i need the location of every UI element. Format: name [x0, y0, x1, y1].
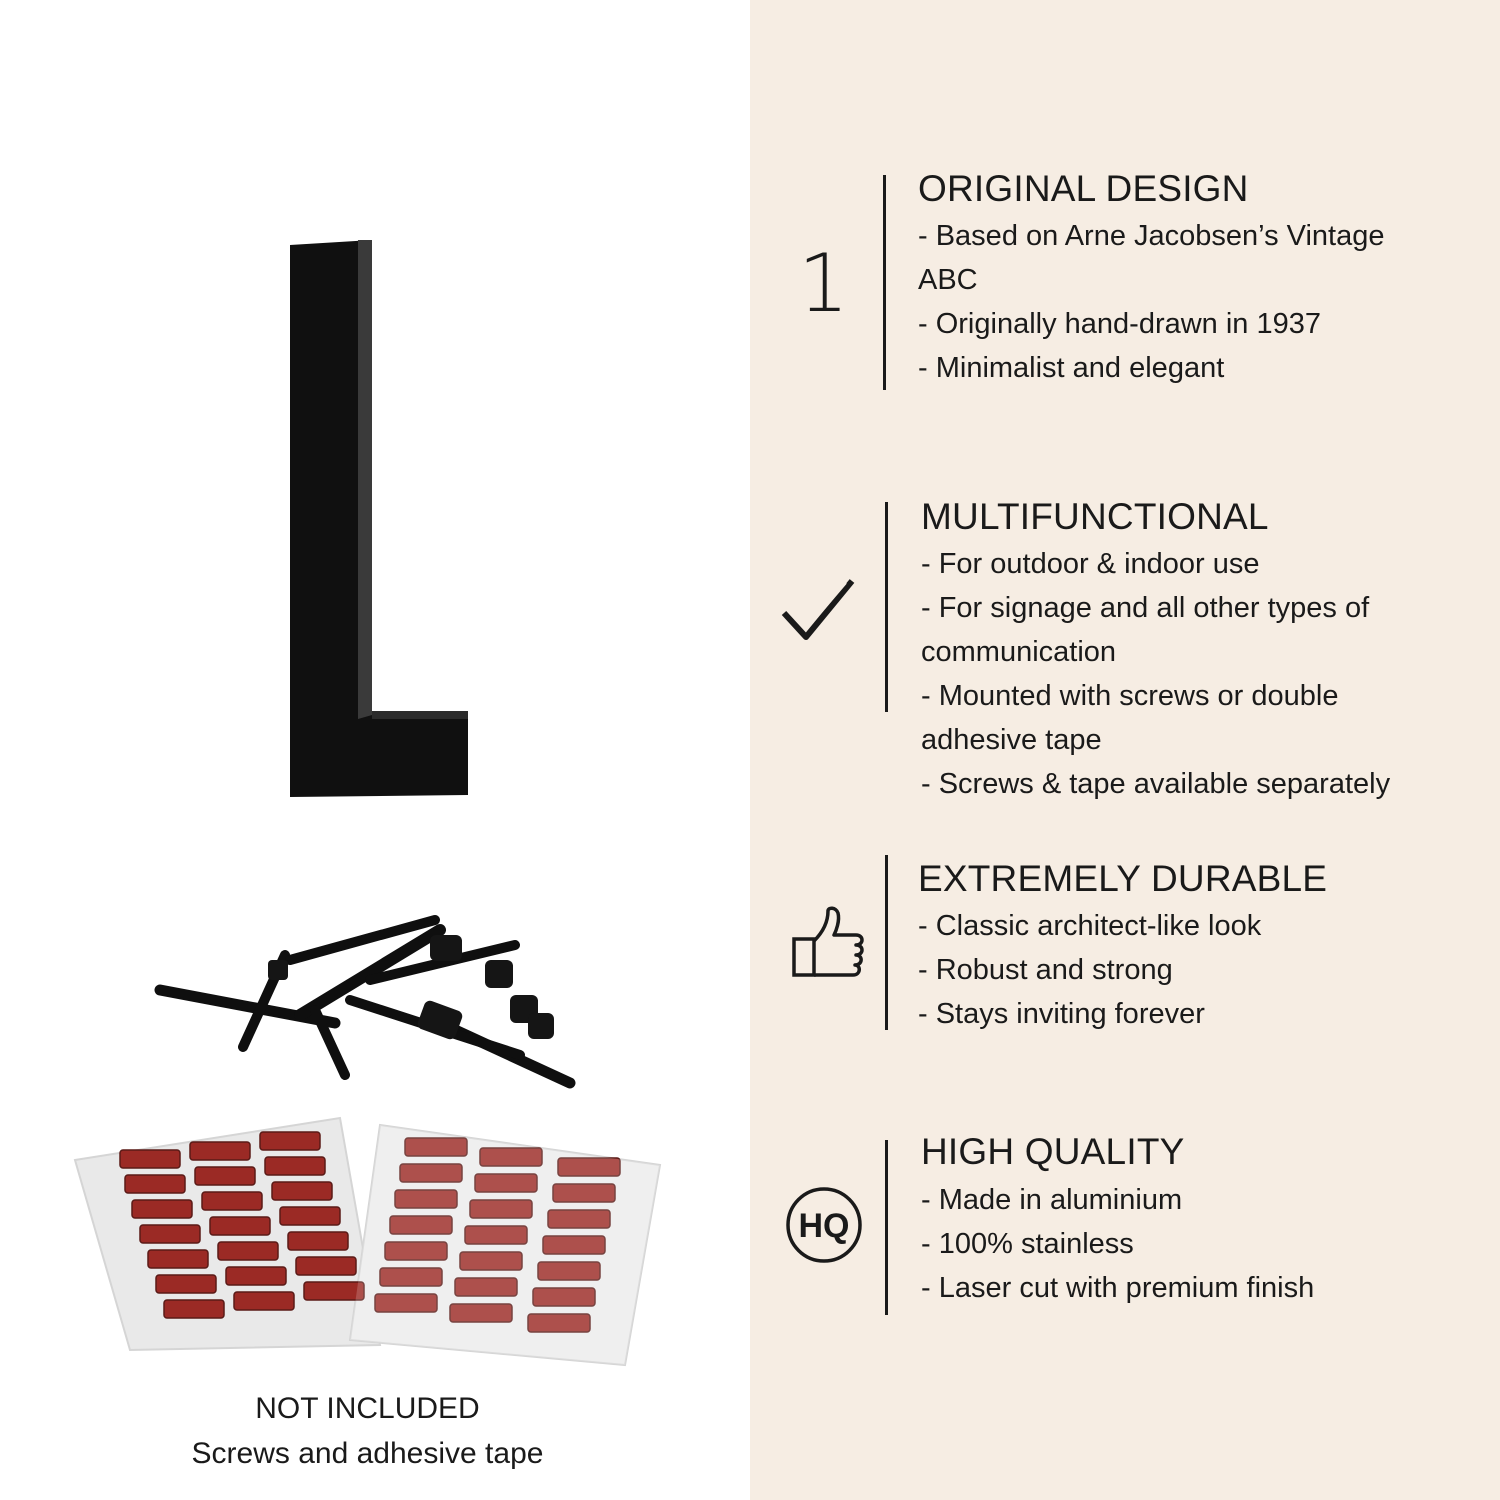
caption-heading: NOT INCLUDED	[255, 1392, 480, 1425]
feature-item: - Classic architect-like look	[918, 910, 1262, 942]
feature-list	[921, 542, 1390, 806]
feature-title: ORIGINAL DESIGN	[918, 168, 1249, 209]
feature-item: - Originally hand-drawn in 1937	[918, 308, 1321, 340]
feature-title: MULTIFUNCTIONAL	[921, 496, 1269, 537]
thumbs-up-icon	[790, 905, 868, 980]
divider	[885, 502, 888, 712]
feature-item: - Laser cut with premium finish	[921, 1272, 1315, 1304]
feature-item: - Robust and strong	[918, 954, 1173, 986]
feature-item: - For signage and all other types of	[921, 592, 1370, 624]
feature-title: HIGH QUALITY	[921, 1131, 1185, 1172]
features-panel	[750, 0, 1500, 1500]
hq-badge-text: HQ	[798, 1207, 850, 1245]
letter-l-product-image	[280, 235, 480, 805]
divider	[885, 1140, 888, 1315]
feature-item: - Made in aluminium	[921, 1184, 1183, 1216]
feature-item: - Screws & tape available separately	[921, 768, 1391, 800]
feature-item: - Based on Arne Jacobsen’s Vintage	[918, 220, 1385, 252]
checkmark-icon	[780, 575, 858, 643]
feature-list	[918, 214, 1384, 390]
feature-item: - Minimalist and elegant	[918, 352, 1225, 384]
feature-item: - 100% stainless	[921, 1228, 1134, 1260]
feature-list	[921, 1178, 1314, 1310]
feature-title: EXTREMELY DURABLE	[918, 858, 1328, 899]
feature-item: - For outdoor & indoor use	[921, 548, 1260, 580]
not-included-caption	[160, 1386, 575, 1476]
feature-item: communication	[921, 636, 1117, 668]
feature-item: ABC	[918, 264, 978, 296]
feature-item: - Mounted with screws or double	[921, 680, 1339, 712]
divider	[885, 855, 888, 1030]
screws-image	[140, 905, 590, 1105]
feature-list	[918, 904, 1261, 1036]
caption-subtext: Screws and adhesive tape	[191, 1437, 544, 1470]
feature-item: - Stays inviting forever	[918, 998, 1205, 1030]
divider	[883, 175, 886, 390]
feature-item: adhesive tape	[921, 724, 1102, 756]
adhesive-tape-image	[70, 1110, 670, 1370]
number-one-icon: 1	[798, 237, 849, 330]
hq-badge-icon	[784, 1185, 864, 1265]
